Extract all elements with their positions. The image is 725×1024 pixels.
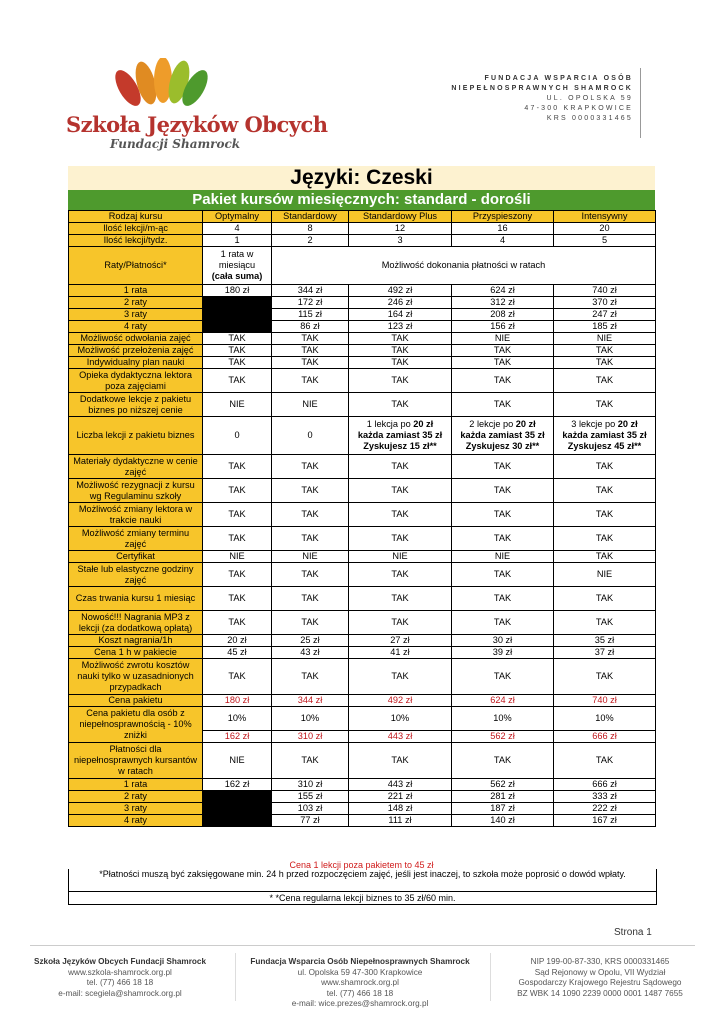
table-row: [69, 297, 656, 309]
row-label: Cena 1 h w pakiecie: [69, 647, 203, 659]
table-cell: NIE: [203, 743, 272, 779]
table-row: [69, 635, 656, 647]
table-cell: [203, 815, 272, 827]
table-cell: TAK: [203, 503, 272, 527]
table-cell: 111 zł: [349, 815, 452, 827]
header-divider: [640, 68, 641, 138]
footer-line: tel. (77) 466 18 18: [86, 978, 154, 987]
table-cell: 246 zł: [349, 297, 452, 309]
table-row: [69, 479, 656, 503]
table-cell: TAK: [554, 369, 656, 393]
row-label: Czas trwania kursu 1 miesiąc: [69, 587, 203, 611]
table-cell: TAK: [272, 333, 349, 345]
table-cell: 162 zł: [203, 731, 272, 743]
address-line: UL. OPOLSKA 59: [546, 95, 633, 102]
offer-price: 20 zł: [515, 419, 536, 429]
table-cell: TAK: [203, 587, 272, 611]
table-cell: TAK: [203, 369, 272, 393]
note-single-lesson-price: Cena 1 lekcji poza pakietem to 45 zł: [289, 860, 434, 870]
table-cell: 562 zł: [452, 731, 554, 743]
table-cell: 624 zł: [452, 285, 554, 297]
package-subtitle: Pakiet kursów miesięcznych: standard - dorośli: [68, 190, 655, 210]
table-cell: [203, 803, 272, 815]
table-row: [69, 417, 656, 455]
table-cell: TAK: [272, 659, 349, 695]
installments-note: Możliwość dokonania płatności w ratach: [272, 247, 656, 285]
table-cell: TAK: [452, 503, 554, 527]
table-row: [69, 223, 656, 235]
logo-subtitle: Fundacji Shamrock: [110, 137, 241, 151]
row-label: 3 raty: [69, 803, 203, 815]
table-cell: TAK: [349, 527, 452, 551]
table-cell: TAK: [452, 455, 554, 479]
footer-line: Szkoła Języków Obcych Fundacji Shamrock: [34, 957, 206, 966]
offer-line: [351, 419, 449, 430]
table-cell: 41 zł: [349, 647, 452, 659]
table-cell: TAK: [452, 743, 554, 779]
footer-line: Gospodarczy Krajowego Rejestru Sądowego: [518, 978, 682, 987]
table-cell: 172 zł: [272, 297, 349, 309]
table-cell: TAK: [452, 345, 554, 357]
table-cell: 310 zł: [272, 731, 349, 743]
payment-full-sum: (cała suma): [211, 271, 263, 281]
table-row: [69, 309, 656, 321]
table-cell: Intensywny: [554, 211, 656, 223]
table-cell: 148 zł: [349, 803, 452, 815]
footer-separator: [235, 953, 236, 1001]
footer-line: Fundacja Wsparcia Osób Niepełnosprawnych Shamrock: [250, 957, 470, 966]
table-row: [69, 815, 656, 827]
table-cell: 3: [349, 235, 452, 247]
row-label: Certyfikat: [69, 551, 203, 563]
table-cell: NIE: [452, 551, 554, 563]
offer-compare: każda zamiast 35 zł: [357, 430, 443, 440]
footer-school: [30, 957, 210, 999]
table-cell: 77 zł: [272, 815, 349, 827]
table-row: [69, 369, 656, 393]
table-cell: TAK: [554, 611, 656, 635]
table-cell: 16: [452, 223, 554, 235]
table-cell: TAK: [554, 345, 656, 357]
table-row: [69, 695, 656, 707]
page-number: Strona 1: [614, 927, 652, 938]
table-cell: 43 zł: [272, 647, 349, 659]
footer-line: www.szkola-shamrock.org.pl: [68, 967, 172, 977]
table-cell: TAK: [349, 659, 452, 695]
row-label: Cena pakietu: [69, 695, 203, 707]
offer-savings: Zyskujesz 45 zł**: [567, 441, 642, 451]
row-label: Materiały dydaktyczne w cenie zajęć: [69, 455, 203, 479]
table-cell: 443 zł: [349, 779, 452, 791]
table-cell: TAK: [349, 345, 452, 357]
table-row: [69, 611, 656, 635]
table-row: [69, 779, 656, 791]
table-row: [69, 803, 656, 815]
offer-text: 3 lekcje po: [571, 419, 618, 429]
table-cell: 187 zł: [452, 803, 554, 815]
table-cell: 10%: [272, 707, 349, 731]
offer-line: [454, 419, 551, 430]
table-row: [69, 659, 656, 695]
table-cell: 443 zł: [349, 731, 452, 743]
table-cell: 115 zł: [272, 309, 349, 321]
row-label: Ilość lekcji/tydz.: [69, 235, 203, 247]
table-row: [69, 345, 656, 357]
price-table: [68, 210, 656, 827]
table-cell: TAK: [203, 611, 272, 635]
table-cell: TAK: [203, 479, 272, 503]
business-offer-cell: [452, 417, 554, 455]
row-label: 4 raty: [69, 815, 203, 827]
table-cell: TAK: [349, 611, 452, 635]
business-offer-cell: [349, 417, 452, 455]
table-cell: 123 zł: [349, 321, 452, 333]
table-cell: TAK: [554, 479, 656, 503]
table-cell: 666 zł: [554, 731, 656, 743]
table-cell: 0: [203, 417, 272, 455]
table-cell: 247 zł: [554, 309, 656, 321]
table-cell: 281 zł: [452, 791, 554, 803]
table-cell: 8: [272, 223, 349, 235]
table-cell: 167 zł: [554, 815, 656, 827]
table-row: [69, 285, 656, 297]
table-row: [69, 503, 656, 527]
table-cell: 37 zł: [554, 647, 656, 659]
table-cell: TAK: [203, 527, 272, 551]
table-row: [69, 551, 656, 563]
table-cell: 39 zł: [452, 647, 554, 659]
offer-compare: każda zamiast 35 zł: [562, 430, 647, 440]
table-cell: 20: [554, 223, 656, 235]
table-cell: TAK: [272, 587, 349, 611]
row-label: Opieka dydaktyczna lektora poza zajęciami: [69, 369, 203, 393]
table-cell: TAK: [554, 503, 656, 527]
table-cell: Standardowy Plus: [349, 211, 452, 223]
table-cell: TAK: [349, 455, 452, 479]
table-cell: NIE: [349, 551, 452, 563]
table-row: [69, 247, 656, 285]
table-cell: 35 zł: [554, 635, 656, 647]
table-cell: 0: [272, 417, 349, 455]
table-cell: 25 zł: [272, 635, 349, 647]
row-label: 1 rata: [69, 285, 203, 297]
footer-line: NIP 199-00-87-330, KRS 0000331465: [530, 957, 670, 966]
table-cell: NIE: [272, 551, 349, 563]
footer-line: www.shamrock.org.pl: [321, 978, 399, 987]
table-cell: TAK: [452, 611, 554, 635]
table-cell: 310 zł: [272, 779, 349, 791]
offer-savings: Zyskujesz 15 zł**: [363, 441, 437, 451]
table-cell: 740 zł: [554, 285, 656, 297]
row-label: Liczba lekcji z pakietu biznes: [69, 417, 203, 455]
table-cell: TAK: [272, 743, 349, 779]
table-cell: TAK: [272, 345, 349, 357]
table-cell: 222 zł: [554, 803, 656, 815]
table-cell: TAK: [349, 369, 452, 393]
business-offer-cell: [554, 417, 656, 455]
row-label: Indywidualny plan nauki: [69, 357, 203, 369]
address-line: FUNDACJA WSPARCIA OSÓB: [484, 75, 633, 82]
table-cell: 103 zł: [272, 803, 349, 815]
table-row: [69, 587, 656, 611]
row-label: Nowość!!! Nagrania MP3 z lekcji (za dodatkową opłatą): [69, 611, 203, 635]
row-label: 2 raty: [69, 297, 203, 309]
table-cell: NIE: [203, 551, 272, 563]
table-cell: 27 zł: [349, 635, 452, 647]
table-cell: TAK: [452, 357, 554, 369]
table-cell: 740 zł: [554, 695, 656, 707]
foundation-address: [451, 74, 633, 124]
table-cell: TAK: [452, 563, 554, 587]
table-cell: 4: [452, 235, 554, 247]
row-label: Możliwość rezygnacji z kursu wg Regulaminu szkoły: [69, 479, 203, 503]
table-cell: TAK: [554, 659, 656, 695]
table-cell: TAK: [349, 563, 452, 587]
row-label: Możliwość przełożenia zajęć: [69, 345, 203, 357]
table-cell: NIE: [452, 333, 554, 345]
table-cell: TAK: [452, 393, 554, 417]
table-cell: 2: [272, 235, 349, 247]
footer-line: BZ WBK 14 1090 2239 0000 0001 1487 7655: [517, 988, 683, 998]
table-cell: TAK: [554, 527, 656, 551]
row-label: Możliwość odwołania zajęć: [69, 333, 203, 345]
table-cell: TAK: [203, 357, 272, 369]
table-cell: TAK: [349, 357, 452, 369]
address-line: 47-300 KRAPKOWICE: [524, 105, 633, 112]
footer-divider: [30, 945, 695, 946]
table-cell: TAK: [554, 551, 656, 563]
table-cell: TAK: [203, 333, 272, 345]
table-cell: TAK: [554, 587, 656, 611]
offer-savings: Zyskujesz 30 zł**: [465, 441, 540, 451]
table-row: [69, 647, 656, 659]
table-row: [69, 393, 656, 417]
table-cell: 10%: [554, 707, 656, 731]
table-cell: NIE: [272, 393, 349, 417]
table-row: [69, 707, 656, 731]
table-cell: 312 zł: [452, 297, 554, 309]
table-row: [69, 321, 656, 333]
offer-text: 2 lekcje po: [469, 419, 516, 429]
row-label: Cena pakietu dla osób z niepełnosprawnością - 10% zniżki: [69, 707, 203, 743]
table-cell: 140 zł: [452, 815, 554, 827]
table-cell: TAK: [554, 455, 656, 479]
table-row: [69, 743, 656, 779]
table-cell: 185 zł: [554, 321, 656, 333]
table-cell: 221 zł: [349, 791, 452, 803]
row-label: 3 raty: [69, 309, 203, 321]
table-cell: TAK: [554, 393, 656, 417]
table-cell: [203, 247, 272, 285]
table-cell: Przyspieszony: [452, 211, 554, 223]
footer-legal: [500, 957, 700, 999]
table-cell: 492 zł: [349, 285, 452, 297]
table-cell: 333 zł: [554, 791, 656, 803]
offer-line: [556, 419, 653, 430]
row-label: Możliwość zmiany lektora w trakcie nauki: [69, 503, 203, 527]
table-cell: TAK: [203, 659, 272, 695]
table-cell: 45 zł: [203, 647, 272, 659]
table-cell: 10%: [452, 707, 554, 731]
address-line: NIEPEŁNOSPRAWNYCH SHAMROCK: [451, 85, 633, 92]
footer-foundation: [245, 957, 475, 1010]
note-payment-deadline: *Płatności muszą być zaksięgowane min. 24 h przed rozpoczęciem zajęć, jeśli jest inaczej, to szkoła może poprosić o dowód wpłaty.: [68, 869, 657, 892]
offer-compare: każda zamiast 35 zł: [460, 430, 545, 440]
table-cell: TAK: [272, 503, 349, 527]
table-cell: TAK: [452, 527, 554, 551]
table-cell: 344 zł: [272, 285, 349, 297]
table-row: [69, 563, 656, 587]
footer-line: e-mail: wice.prezes@shamrock.org.pl: [291, 999, 429, 1008]
table-cell: 180 zł: [203, 695, 272, 707]
footer-line: e-mail: scegiela@shamrock.org.pl: [58, 988, 182, 998]
table-cell: 20 zł: [203, 635, 272, 647]
page-title: Języki: Czeski: [68, 166, 655, 190]
row-label: Ilość lekcji/m-ąc: [69, 223, 203, 235]
table-cell: 155 zł: [272, 791, 349, 803]
footer-line: tel. (77) 466 18 18: [326, 988, 394, 998]
row-label: 4 raty: [69, 321, 203, 333]
table-cell: TAK: [452, 587, 554, 611]
table-cell: TAK: [452, 479, 554, 503]
table-cell: TAK: [554, 357, 656, 369]
row-label: Możliwość zwrotu kosztów nauki tylko w uzasadnionych przypadkach: [69, 659, 203, 695]
table-cell: TAK: [272, 357, 349, 369]
row-label: 1 rata: [69, 779, 203, 791]
address-line: KRS 0000331465: [546, 115, 633, 122]
table-cell: TAK: [272, 563, 349, 587]
footer-line: ul. Opolska 59 47-300 Krapkowice: [297, 967, 423, 977]
table-row: [69, 333, 656, 345]
table-cell: TAK: [349, 393, 452, 417]
table-cell: TAK: [272, 455, 349, 479]
table-cell: 1: [203, 235, 272, 247]
table-cell: 86 zł: [272, 321, 349, 333]
table-cell: 344 zł: [272, 695, 349, 707]
table-cell: TAK: [452, 659, 554, 695]
table-cell: TAK: [349, 503, 452, 527]
footer-line: Sąd Rejonowy w Opolu, VII Wydział: [534, 967, 666, 977]
table-cell: [203, 297, 272, 309]
table-cell: TAK: [203, 563, 272, 587]
table-cell: 164 zł: [349, 309, 452, 321]
table-cell: NIE: [203, 393, 272, 417]
table-cell: 10%: [203, 707, 272, 731]
table-cell: TAK: [272, 611, 349, 635]
table-cell: 180 zł: [203, 285, 272, 297]
table-row: [69, 791, 656, 803]
row-label: Rodzaj kursu: [69, 211, 203, 223]
note-business-price: * *Cena regularna lekcji biznes to 35 zł/60 min.: [68, 892, 657, 905]
table-cell: TAK: [349, 479, 452, 503]
table-cell: [203, 309, 272, 321]
table-cell: [203, 321, 272, 333]
table-cell: TAK: [349, 333, 452, 345]
logo-title: Szkoła Języków Obcych: [66, 112, 328, 137]
table-cell: 12: [349, 223, 452, 235]
table-row: [69, 455, 656, 479]
row-label: Raty/Płatności*: [69, 247, 203, 285]
table-cell: TAK: [554, 743, 656, 779]
table-row: [69, 235, 656, 247]
table-cell: 562 zł: [452, 779, 554, 791]
table-cell: 162 zł: [203, 779, 272, 791]
table-cell: Optymalny: [203, 211, 272, 223]
table-cell: TAK: [272, 369, 349, 393]
offer-text: 1 lekcja po: [366, 419, 414, 429]
table-cell: 624 zł: [452, 695, 554, 707]
table-cell: 208 zł: [452, 309, 554, 321]
table-cell: TAK: [349, 743, 452, 779]
offer-price: 20 zł: [617, 419, 638, 429]
table-cell: 156 zł: [452, 321, 554, 333]
row-label: Płatności dla niepełnosprawnych kursantów w ratach: [69, 743, 203, 779]
table-cell: Standardowy: [272, 211, 349, 223]
footer-separator: [490, 953, 491, 1001]
table-cell: 5: [554, 235, 656, 247]
table-cell: NIE: [554, 333, 656, 345]
row-label: Koszt nagrania/1h: [69, 635, 203, 647]
table-cell: 666 zł: [554, 779, 656, 791]
table-cell: 4: [203, 223, 272, 235]
table-row: [69, 357, 656, 369]
payment-single: 1 rata w miesiącu: [218, 249, 256, 270]
row-label: 2 raty: [69, 791, 203, 803]
row-label: Możliwość zmiany terminu zajęć: [69, 527, 203, 551]
table-cell: TAK: [452, 369, 554, 393]
table-row: [69, 211, 656, 223]
table-cell: TAK: [272, 527, 349, 551]
table-cell: TAK: [203, 455, 272, 479]
row-label: Dodatkowe lekcje z pakietu biznes po niższej cenie: [69, 393, 203, 417]
offer-price: 20 zł: [413, 419, 434, 429]
table-cell: NIE: [554, 563, 656, 587]
table-cell: 370 zł: [554, 297, 656, 309]
table-cell: TAK: [203, 345, 272, 357]
row-label: Stałe lub elastyczne godziny zajęć: [69, 563, 203, 587]
table-cell: 30 zł: [452, 635, 554, 647]
table-cell: TAK: [272, 479, 349, 503]
table-cell: 492 zł: [349, 695, 452, 707]
table-cell: [203, 791, 272, 803]
table-row: [69, 527, 656, 551]
table-cell: 10%: [349, 707, 452, 731]
table-cell: TAK: [349, 587, 452, 611]
